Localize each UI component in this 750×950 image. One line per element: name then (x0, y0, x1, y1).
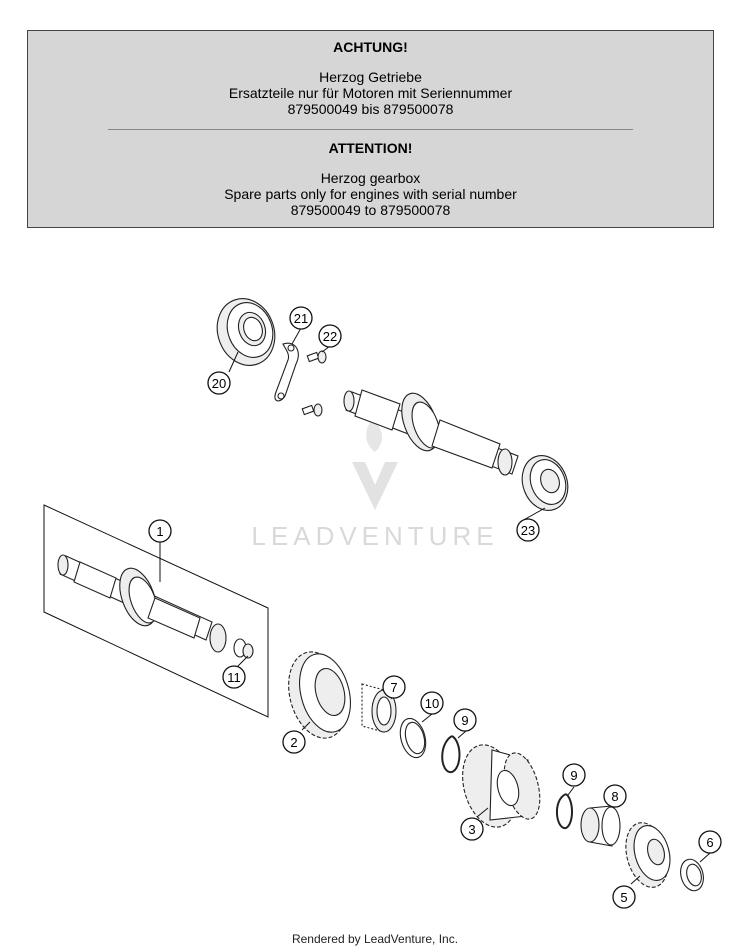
callout-2 (283, 731, 305, 753)
callout-label-10: 10 (424, 696, 440, 711)
german-notice-line-2: Ersatzteile nur für Motoren mit Seriennummer (228, 85, 513, 101)
circlip-part-9-lower (557, 794, 572, 828)
callout-label-6: 6 (706, 835, 714, 850)
english-notice-line-1: Herzog gearbox (320, 170, 421, 186)
render-credit: Rendered by LeadVenture, Inc. (291, 932, 459, 946)
callout-9-lower (563, 764, 585, 786)
callout-7 (383, 676, 405, 698)
screw-parts-22 (302, 351, 326, 416)
callout-label-5: 5 (620, 890, 628, 905)
callout-label-8: 8 (611, 789, 619, 804)
callout-20 (208, 372, 230, 394)
washer-part-6 (677, 857, 707, 894)
german-notice-line-1: Herzog Getriebe (319, 69, 422, 85)
bushing-part-8 (581, 806, 620, 846)
nut-part-11 (243, 644, 253, 658)
callout-label-9-lower: 9 (570, 768, 578, 783)
english-notice-line-3: 879500049 to 879500078 (290, 202, 451, 218)
exploded-parts-diagram (0, 240, 750, 930)
callout-9-upper (454, 709, 476, 731)
callout-8 (604, 785, 626, 807)
callout-11 (223, 666, 245, 688)
callout-22 (319, 325, 341, 347)
german-notice (28, 39, 713, 117)
attention-notice-box (27, 30, 714, 228)
callout-10 (421, 692, 443, 714)
german-notice-title: ACHTUNG! (333, 39, 408, 55)
callout-label-7: 7 (390, 680, 398, 695)
callout-label-23: 23 (520, 523, 536, 538)
washer-part-10 (396, 716, 430, 761)
callout-21 (290, 307, 312, 329)
gear-part-2 (280, 645, 359, 744)
callout-6 (699, 831, 721, 853)
callout-1 (149, 520, 171, 542)
bearing-part-23 (515, 449, 575, 517)
lock-plate-part-21 (275, 343, 298, 401)
english-notice-line-2: Spare parts only for engines with serial number (224, 186, 517, 202)
callout-23 (517, 519, 539, 541)
notice-divider (108, 129, 633, 130)
callout-label-11: 11 (227, 670, 241, 685)
callout-3 (461, 818, 483, 840)
callout-label-1: 1 (156, 524, 164, 539)
callout-5 (613, 886, 635, 908)
callout-label-21: 21 (293, 311, 309, 326)
gear-part-5 (619, 818, 676, 892)
callout-label-20: 20 (211, 376, 227, 391)
callout-label-9-upper: 9 (461, 713, 469, 728)
callout-label-22: 22 (322, 329, 338, 344)
bearing-part-20 (208, 290, 284, 373)
english-notice-title: ATTENTION! (328, 140, 413, 156)
callout-label-2: 2 (290, 735, 298, 750)
watermark-text: LEADVENTURE (251, 521, 499, 551)
callout-label-3: 3 (468, 822, 476, 837)
circlip-part-9-upper (442, 736, 459, 772)
english-notice (28, 140, 713, 218)
german-notice-line-3: 879500049 bis 879500078 (287, 101, 454, 117)
